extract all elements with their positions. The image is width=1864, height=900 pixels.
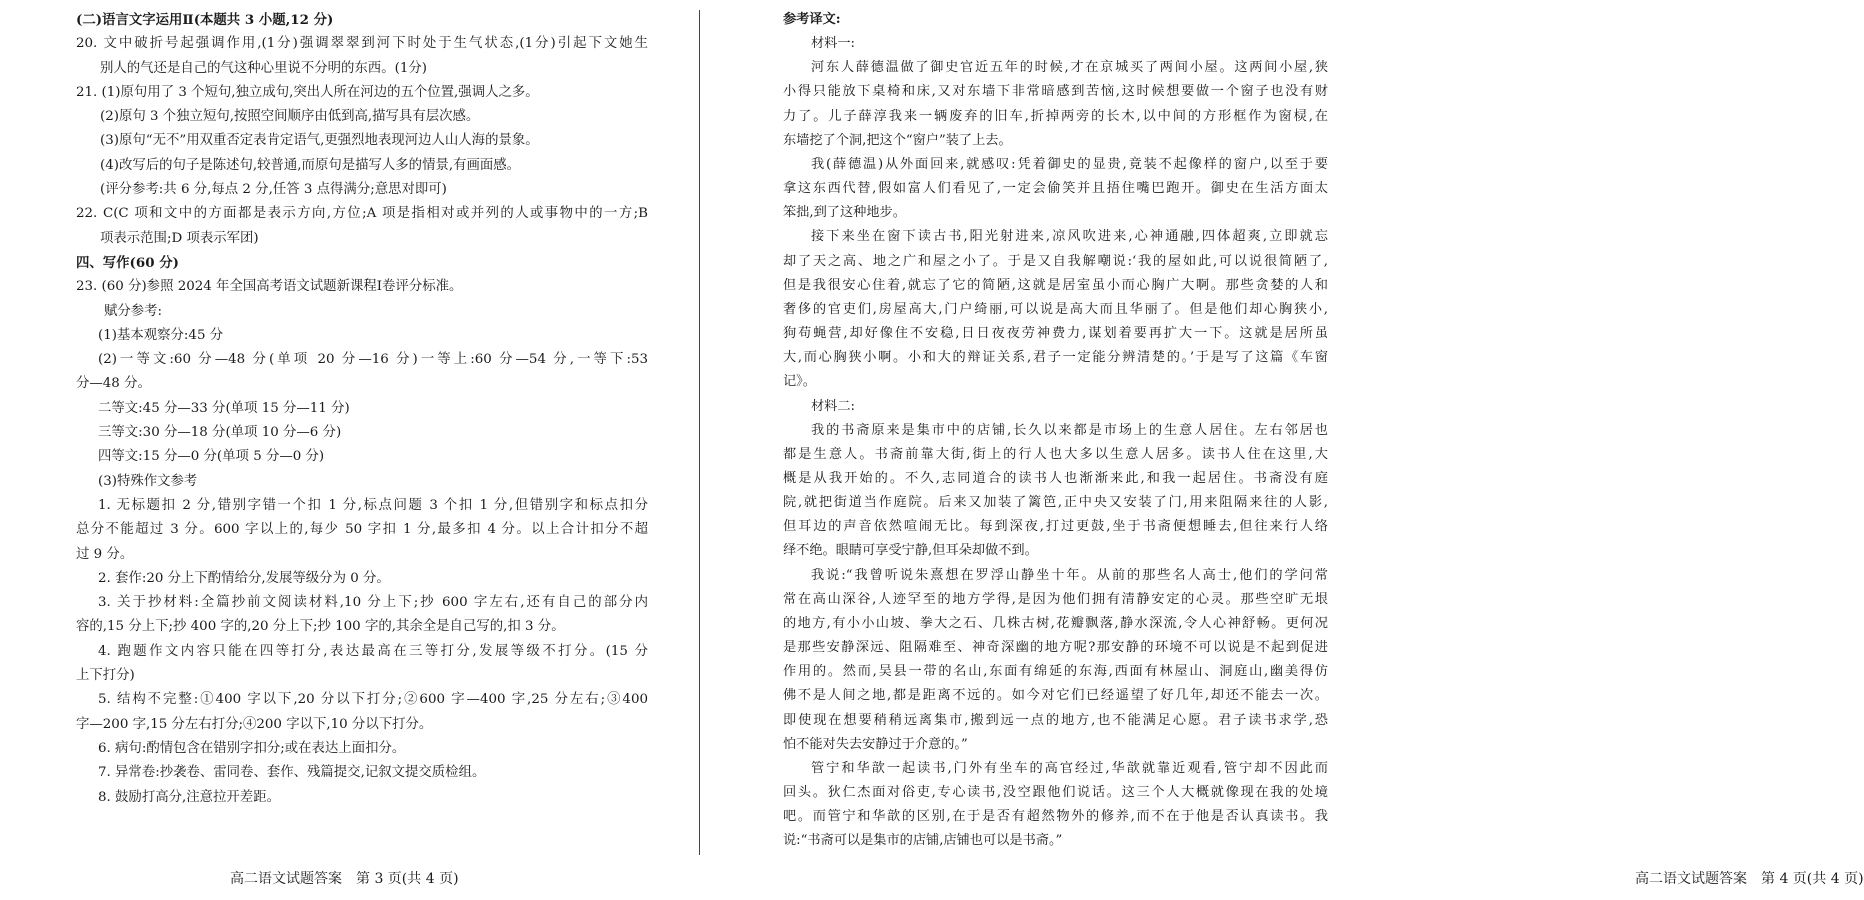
- left-text-line: 6. 病句:酌情包含在错别字扣分;或在表达上面扣分。: [98, 740, 406, 756]
- right-text-line: 但耳边的声音依然喧闹无比。每到深夜,打过更鼓,坐于书斋便想睡去,但往来行人络: [783, 519, 1328, 535]
- left-text-line: (3)原句“无不”用双重否定表肯定语气,更强烈地表现河边人山人海的景象。: [100, 133, 539, 149]
- page-footer-left: 高二语文试题答案 第 3 页(共 4 页): [230, 871, 459, 887]
- left-text-line: (2)一等文:60 分—48 分(单项 20 分—16 分)一等上:60 分—54 分,一等下:53: [98, 352, 648, 368]
- left-text-line: 二等文:45 分—33 分(单项 15 分—11 分): [98, 400, 350, 416]
- right-text-line: 大,而心胸狭小啊。小和大的辩证关系,君子一定能分辨清楚的。’于是写了这篇《车窗: [783, 350, 1328, 366]
- left-text-line: (评分参考:共 6 分,每点 2 分,任答 3 点得满分;意思对即可): [100, 182, 447, 198]
- left-text-line: 别人的气还是自己的气这种心里说不分明的东西。(1分): [100, 60, 427, 76]
- left-text-line: 2. 套作:20 分上下酌情给分,发展等级分为 0 分。: [98, 570, 390, 586]
- right-text-line: 狗苟蝇营,却好像住不安稳,日日夜夜劳神费力,谋划着要再扩大一下。这就是居所虽: [783, 326, 1328, 342]
- right-text-line: 佛不是人间之地,都是距离不远的。如今对它们已经遥望了好几年,却还不能去一次。: [783, 688, 1328, 704]
- right-text-line: 即使现在想要稍稍远离集市,搬到远一点的地方,也不能满足心愿。君子读书求学,恐: [783, 712, 1328, 728]
- left-text-line: 上下打分): [76, 668, 135, 684]
- left-text-line: 23. (60 分)参照 2024 年全国高考语文试题新课程Ⅰ卷评分标准。: [76, 279, 463, 295]
- left-text-line: (4)改写后的句子是陈述句,较普通,而原句是描写人多的情景,有画面感。: [100, 157, 521, 173]
- page-divider: [699, 10, 700, 855]
- right-text-line: 却了天之高、地之广和屋之小了。于是又自我解嘲说:‘我的屋如此,可以说很简陋了,: [783, 253, 1328, 269]
- right-text-line: 都是生意人。书斋前靠大街,街上的行人也大多以生意人居多。读书人住在这里,大: [783, 446, 1328, 462]
- right-text-line: 东墙挖了个洞,把这个“窗户”装了上去。: [783, 132, 1012, 148]
- right-text-line: 的地方,有小小山坡、拳大之石、几株古树,花瓣飘落,静水深流,令人心神舒畅。更何况: [783, 615, 1328, 631]
- right-text-line: 我的书斋原来是集市中的店铺,长久以来都是市场上的生意人居住。左右邻居也: [811, 422, 1328, 438]
- answer-page-3: [0, 0, 700, 900]
- right-column: [783, 8, 1328, 853]
- right-text-line: 河东人薛德温做了御史官近五年的时候,才在京城买了两间小屋。这两间小屋,狭: [811, 60, 1328, 76]
- right-text-line: 笨拙,到了这种地步。: [783, 205, 906, 221]
- right-text-line: 材料一:: [811, 36, 856, 52]
- left-text-line: 1. 无标题扣 2 分,错别字错一个扣 1 分,标点问题 3 个扣 1 分,但错别字和标点扣分: [98, 497, 648, 513]
- left-text-line: 22. C(C 项和文中的方面都是表示方向,方位;A 项是指相对或并列的人或事物中的一方;B: [76, 206, 648, 222]
- right-text-line: 回头。狄仁杰面对俗吏,专心读书,没空跟他们说话。这三个人大概就像现在我的处境: [783, 785, 1328, 800]
- left-text-line: 过 9 分。: [76, 546, 134, 562]
- right-text-line: 拿这东西代替,假如富人们看见了,一定会偷笑并且捂住嘴巴跑开。御史在生活方面太: [783, 181, 1328, 197]
- left-text-line: 三等文:30 分—18 分(单项 10 分—6 分): [98, 425, 342, 441]
- right-text-line: 院,就把街道当作庭院。后来又加装了篱笆,正中央又安装了门,用来阻隔来往的人影,: [783, 495, 1328, 511]
- left-text-line: 21. (1)原句用了 3 个短句,独立成句,突出人所在河边的五个位置,强调人之多。: [76, 84, 539, 100]
- right-text-line: 怕不能对失去安静过于介意的。”: [783, 736, 968, 752]
- left-text-line: 总分不能超过 3 分。600 字以上的,每少 50 字扣 1 分,最多扣 4 分。以上合计扣分不超: [76, 522, 648, 538]
- answer-page-4: [701, 0, 1864, 900]
- left-text-line: 4. 跑题作文内容只能在四等打分,表达最高在三等打分,发展等级不打分。(15 分: [98, 643, 648, 659]
- right-text-line: 作用的。然而,吴县一带的名山,东面有绵延的东海,西面有林屋山、洞庭山,幽美得仿: [783, 664, 1328, 680]
- left-text-line: 5. 结构不完整:①400 字以下,20 分以下打分;②600 字—400 字,25 分左右;③400: [98, 692, 648, 708]
- left-text-line: 分—48 分。: [76, 376, 151, 392]
- right-text-line: 我说:“我曾听说朱熹想在罗浮山静坐十年。从前的那些名人高士,他们的学问常: [811, 567, 1328, 583]
- right-text-line: 我(薛德温)从外面回来,就感叹:凭着御史的显贵,竟装不起像样的窗户,以至于要: [811, 156, 1328, 172]
- left-text-line: 字—200 字,15 分左右打分;④200 字以下,10 分以下打分。: [76, 716, 433, 732]
- left-text-line: 四、写作(60 分): [76, 254, 179, 271]
- right-text-line: 说:“书斋可以是集市的店铺,店铺也可以是书斋。”: [783, 833, 1063, 849]
- left-text-line: 项表示范围;D 项表示军团): [100, 230, 259, 246]
- left-text-line: (1)基本观察分:45 分: [98, 327, 224, 343]
- right-text-line: 管宁和华歆一起读书,门外有坐车的高官经过,华歆就靠近观看,管宁却不因此而: [811, 760, 1328, 776]
- right-text-line: 常在高山深谷,人迹罕至的地方学得,是因为他们拥有清静安定的心灵。那些空旷无垠: [783, 591, 1328, 607]
- right-text-line: 绎不绝。眼睛可享受宁静,但耳朵却做不到。: [783, 543, 1038, 559]
- left-text-line: (2)原句 3 个独立短句,按照空间顺序由低到高,描写具有层次感。: [100, 109, 480, 125]
- left-text-line: 赋分参考:: [104, 303, 163, 319]
- left-column: [76, 8, 648, 810]
- left-text-line: 四等文:15 分—0 分(单项 5 分—0 分): [98, 449, 325, 465]
- left-text-line: 8. 鼓励打高分,注意拉开差距。: [98, 789, 280, 805]
- right-text-line: 概是从我开始的。不久,志同道合的读书人也渐渐来此,和我一起居住。书斋没有庭: [783, 470, 1328, 486]
- right-text-line: 参考译文:: [783, 12, 841, 27]
- right-text-line: 接下来坐在窗下读古书,阳光射进来,凉风吹进来,心神通融,四体超爽,立即就忘: [811, 229, 1328, 245]
- left-text-line: 7. 异常卷:抄袭卷、雷同卷、套作、残篇提交,记叙文提交质检组。: [98, 765, 486, 781]
- right-text-line: 奢侈的官吏们,房屋高大,门户绮丽,可以说是高大而且华丽了。但是他们却心胸狭小,: [783, 301, 1328, 317]
- left-text-line: (3)特殊作文参考: [98, 473, 198, 489]
- right-text-line: 力了。儿子薛淳我来一辆废弃的旧车,折掉两旁的长木,以中间的方形框作为窗棂,在: [783, 108, 1328, 124]
- right-text-line: 材料二:: [811, 398, 856, 414]
- left-text-line: 容的,15 分上下;抄 400 字的,20 分上下;抄 100 字的,其余全是自己写的,扣 3 分。: [76, 619, 565, 635]
- right-text-line: 是那些安静深远、阻隔难至、神奇深幽的地方呢?那安静的环境不可以说是不起到促进: [783, 640, 1328, 656]
- right-text-line: 但是我很安心住着,就忘了它的简陋,这就是居室虽小而心胸广大啊。那些贪婪的人和: [783, 277, 1328, 293]
- right-text-line: 吧。而管宁和华歆的区别,在于是否有超然物外的修养,而不在于他是否认真读书。我: [783, 809, 1328, 825]
- left-text-line: (二)语言文字运用Ⅱ(本题共 3 小题,12 分): [76, 12, 334, 28]
- right-text-line: 记》。: [783, 374, 816, 390]
- left-text-line: 3. 关于抄材料:全篇抄前文阅读材料,10 分上下;抄 600 字左右,还有自己的部分内: [98, 595, 648, 611]
- page-footer-right: 高二语文试题答案 第 4 页(共 4 页): [1635, 871, 1864, 887]
- right-text-line: 小得只能放下桌椅和床,又对东墙下非常暗感到苦恼,这时候想要做一个窗子也没有财: [783, 84, 1328, 100]
- left-text-line: 20. 文中破折号起强调作用,(1分)强调翠翠到河下时处于生气状态,(1分)引起下文她生: [76, 36, 648, 52]
